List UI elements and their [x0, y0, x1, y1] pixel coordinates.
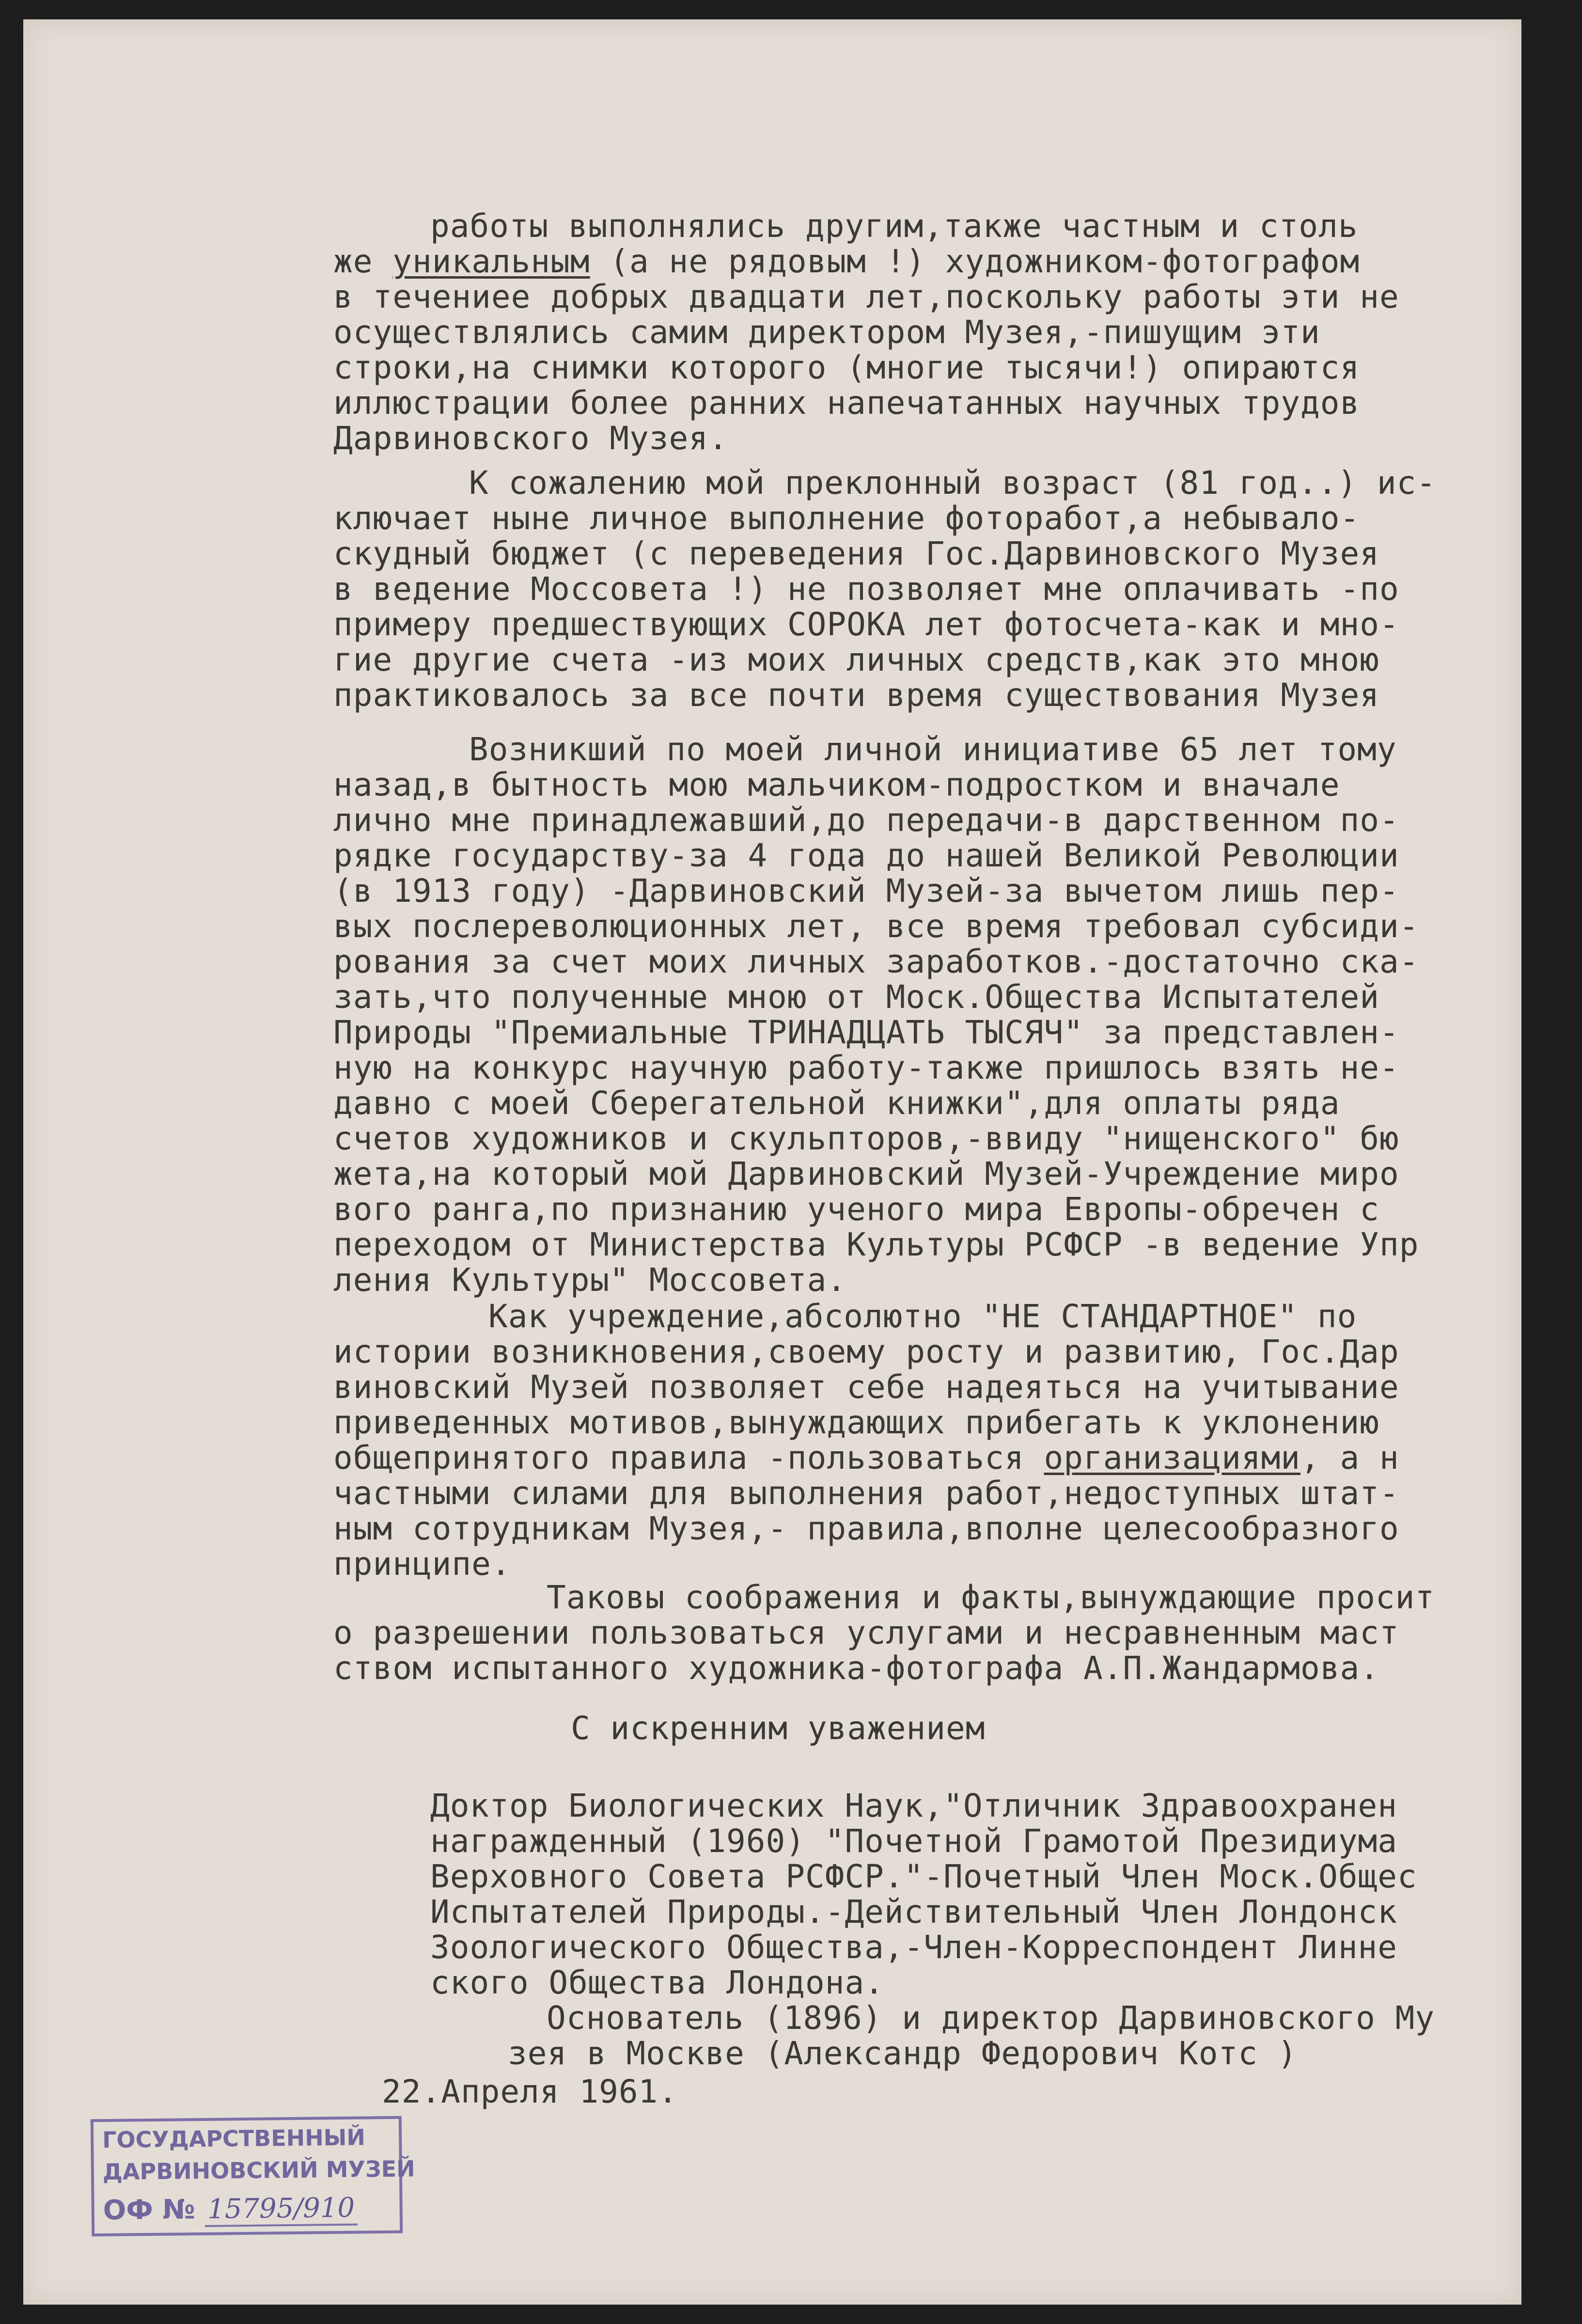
- text-line: назад,в бытность мою мальчиком-подростком и вначале: [333, 766, 1340, 803]
- text-line: (в 1913 году) -Дарвиновский Музей-за вычетом лишь пер-: [333, 872, 1399, 910]
- typed-letter: [23, 19, 1521, 2305]
- text-line: награжденный (1960) "Почетной Грамотой Президиума: [430, 1822, 1398, 1860]
- text-line: зать,что полученные мною от Моск.Общества Испытателей: [333, 978, 1379, 1016]
- stamp-inventory-number: 15795/910: [204, 2192, 358, 2227]
- text-line: виновский Музей позволяет себе надеяться на учитывание: [333, 1368, 1399, 1406]
- stamp-line-1: ГОСУДАРСТВЕННЫЙ: [102, 2124, 366, 2153]
- text-line: примеру предшествующих СОРОКА лет фотосчета-как и мно-: [333, 606, 1399, 643]
- text-line: Верховного Совета РСФСР."-Почетный Член Моск.Общес: [430, 1858, 1417, 1895]
- museum-inventory-stamp: [91, 2116, 415, 2237]
- text-line: вого ранга,по признанию ученого мира Европы-обречен с: [333, 1191, 1379, 1228]
- document-page: [23, 19, 1521, 2305]
- stamp-line-2: ДАРВИНОВСКИЙ МУЗЕЙ: [102, 2155, 415, 2185]
- text-line: лично мне принадлежавший,до передачи-в дарственном по-: [333, 801, 1399, 839]
- text-line: переходом от Министерства Культуры РСФСР -в ведение Упр: [333, 1226, 1419, 1263]
- text-line: приведенных мотивов,вынуждающих прибегать к уклонению: [333, 1404, 1379, 1441]
- text-line: ключает ныне личное выполнение фоторабот,а небывало-: [333, 500, 1360, 537]
- text-line: принципе.: [333, 1545, 511, 1583]
- text-line: Зоологического Общества,-Член-Корреспондент Линне: [430, 1929, 1398, 1966]
- text-line: ную на конкурс научную работу-также пришлось взять не-: [333, 1049, 1399, 1086]
- stamp-prefix: ОФ №: [103, 2194, 196, 2227]
- text-line: частными силами для выполнения работ,недоступных штат-: [333, 1475, 1399, 1512]
- text-line: иллюстрации более ранних напечатанных научных трудов: [333, 384, 1360, 422]
- text-fragment: же уникальным (а не рядовым !) художником-фотографом: [333, 243, 1360, 280]
- text-line: жета,на который мой Дарвиновский Музей-Учреждение миро: [333, 1155, 1399, 1193]
- text-fragment: общепринятого правила -пользоваться организациями, а н: [333, 1439, 1399, 1476]
- text-line: истории возникновения,своему росту и развитию, Гос.Дар: [333, 1333, 1399, 1370]
- document-date: 22.Апреля 1961.: [382, 2073, 678, 2110]
- text-line: рования за счет моих личных заработков.-достаточно ска-: [333, 943, 1419, 980]
- text-line: Дарвиновского Музея.: [333, 420, 728, 457]
- text-line: ным сотрудникам Музея,- правила,вполне целесообразного: [333, 1510, 1399, 1547]
- underlined-word: организациями: [1044, 1439, 1301, 1476]
- text-line: вых послереволюционных лет, все время требовал субсиди-: [333, 908, 1419, 945]
- text-line: ского Общества Лондона.: [430, 1964, 884, 2001]
- text-line: строки,на снимки которого (многие тысячи!) опираются: [333, 349, 1360, 386]
- text-line: [333, 244, 1360, 279]
- text-line: зея в Москве (Александр Федорович Котс ): [508, 2035, 1298, 2072]
- text-line: [333, 1440, 1399, 1476]
- text-line: ления Культуры" Моссовета.: [333, 1261, 847, 1299]
- text-line: счетов художников и скульпторов,-ввиду "нищенского" бю: [333, 1120, 1399, 1157]
- text-line: Возникший по моей личной инициативе 65 лет тому: [469, 731, 1397, 768]
- text-line: Основатель (1896) и директор Дарвиновского Му: [547, 1999, 1435, 2037]
- text-line: работы выполнялись другим,также частным и столь: [430, 207, 1358, 245]
- text-line: осуществлялись самим директором Музея,-пишущим эти: [333, 314, 1320, 351]
- text-line: рядке государству-за 4 года до нашей Великой Революции: [333, 837, 1399, 874]
- text-line: о разрешении пользоваться услугами и несравненным маст: [333, 1614, 1399, 1651]
- text-line: в течениее добрых двадцати лет,поскольку работы эти не: [333, 278, 1399, 315]
- text-line: Испытателей Природы.-Действительный Член Лондонск: [430, 1893, 1398, 1931]
- text-line: в ведение Моссовета !) не позволяет мне оплачивать -по: [333, 570, 1399, 608]
- stamp-number-line: [103, 2192, 358, 2226]
- text-line: К сожалению мой преклонный возраст (81 год..) ис-: [469, 464, 1437, 502]
- text-line: Доктор Биологических Наук,"Отличник Здравоохранен: [430, 1787, 1398, 1824]
- closing-line: С искренним уважением: [571, 1710, 986, 1747]
- text-line: Таковы соображения и факты,вынуждающие просит: [547, 1579, 1435, 1616]
- text-line: давно с моей Сберегательной книжки",для оплаты ряда: [333, 1084, 1340, 1122]
- text-line: скудный бюджет (с переведения Гос.Дарвиновского Музея: [333, 535, 1379, 572]
- text-line: Как учреждение,абсолютно "НЕ СТАНДАРТНОЕ" по: [488, 1298, 1357, 1335]
- text-line: практиковалось за все почти время существования Музея: [333, 676, 1379, 714]
- text-line: Природы "Премиальные ТРИНАДЦАТЬ ТЫСЯЧ" за представлен-: [333, 1014, 1399, 1051]
- text-line: гие другие счета -из моих личных средств,как это мною: [333, 641, 1379, 678]
- underlined-word: уникальным: [392, 243, 590, 280]
- text-line: ством испытанного художника-фотографа А.П.Жандармова.: [333, 1649, 1379, 1687]
